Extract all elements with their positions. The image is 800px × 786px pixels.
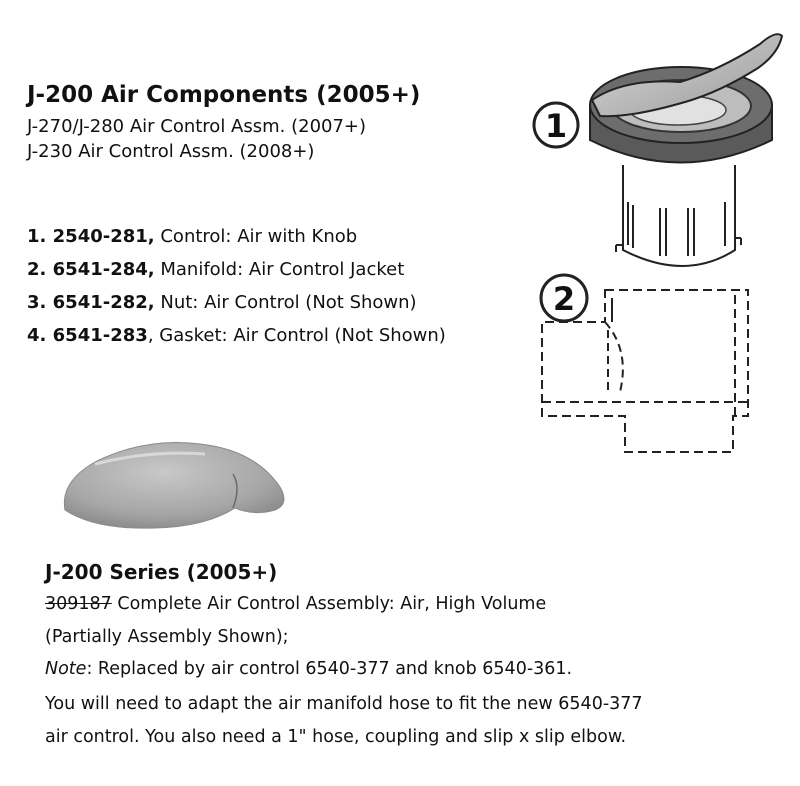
item-desc: , Gasket: Air Control (Not Shown) (147, 325, 446, 346)
list-item (27, 323, 446, 356)
item-index: 2. (27, 259, 47, 280)
callout-1 (534, 103, 578, 147)
item-desc: Manifold: Air Control Jacket (154, 259, 405, 280)
subtitle-j270-j280: J-270/J-280 Air Control Assm. (2007+) (27, 116, 367, 137)
item-part-no: 6541-284, (52, 259, 155, 280)
item-part-no: 2540-281, (52, 226, 155, 247)
item-index: 3. (27, 292, 47, 313)
callout-2 (541, 275, 587, 321)
item-index: 1. (27, 226, 47, 247)
list-item (27, 224, 446, 257)
part-number (27, 226, 155, 247)
part-number (27, 259, 155, 280)
part-number (27, 292, 155, 313)
note-label: Note (45, 659, 87, 679)
callout-1-label: 1 (544, 107, 568, 145)
series-title: J-200 Series (2005+) (45, 560, 278, 584)
series-line-2: (Partially Assembly Shown); (45, 627, 289, 647)
series-note (45, 659, 572, 679)
item-desc: Control: Air with Knob (154, 226, 358, 247)
air-knob (590, 34, 782, 162)
page-title: J-200 Air Components (2005+) (27, 82, 421, 108)
item-part-no: 6541-282, (52, 292, 155, 313)
callout-2-label: 2 (552, 280, 576, 318)
series-line-5: air control. You also need a 1" hose, coupling and slip x slip elbow. (45, 727, 627, 747)
part-number (27, 325, 148, 346)
item-part-no: 6541-283 (52, 325, 148, 346)
parts-list (27, 224, 446, 356)
series-line-4: You will need to adapt the air manifold hose to fit the new 6540-377 (45, 694, 643, 714)
subtitle-j230: J-230 Air Control Assm. (2008+) (27, 141, 315, 162)
series-line-1 (45, 594, 546, 614)
air-control-diagram (520, 20, 800, 460)
item-index: 4. (27, 325, 47, 346)
line1-text: Complete Air Control Assembly: Air, High Volume (111, 594, 547, 614)
list-item (27, 257, 446, 290)
item-desc: Nut: Air Control (Not Shown) (154, 292, 417, 313)
list-item (27, 290, 446, 323)
control-body (616, 165, 741, 266)
partial-assembly-image (55, 432, 295, 542)
note-text: : Replaced by air control 6540-377 and knob 6540-361. (86, 659, 573, 679)
old-part-number: 309187 (45, 594, 112, 614)
